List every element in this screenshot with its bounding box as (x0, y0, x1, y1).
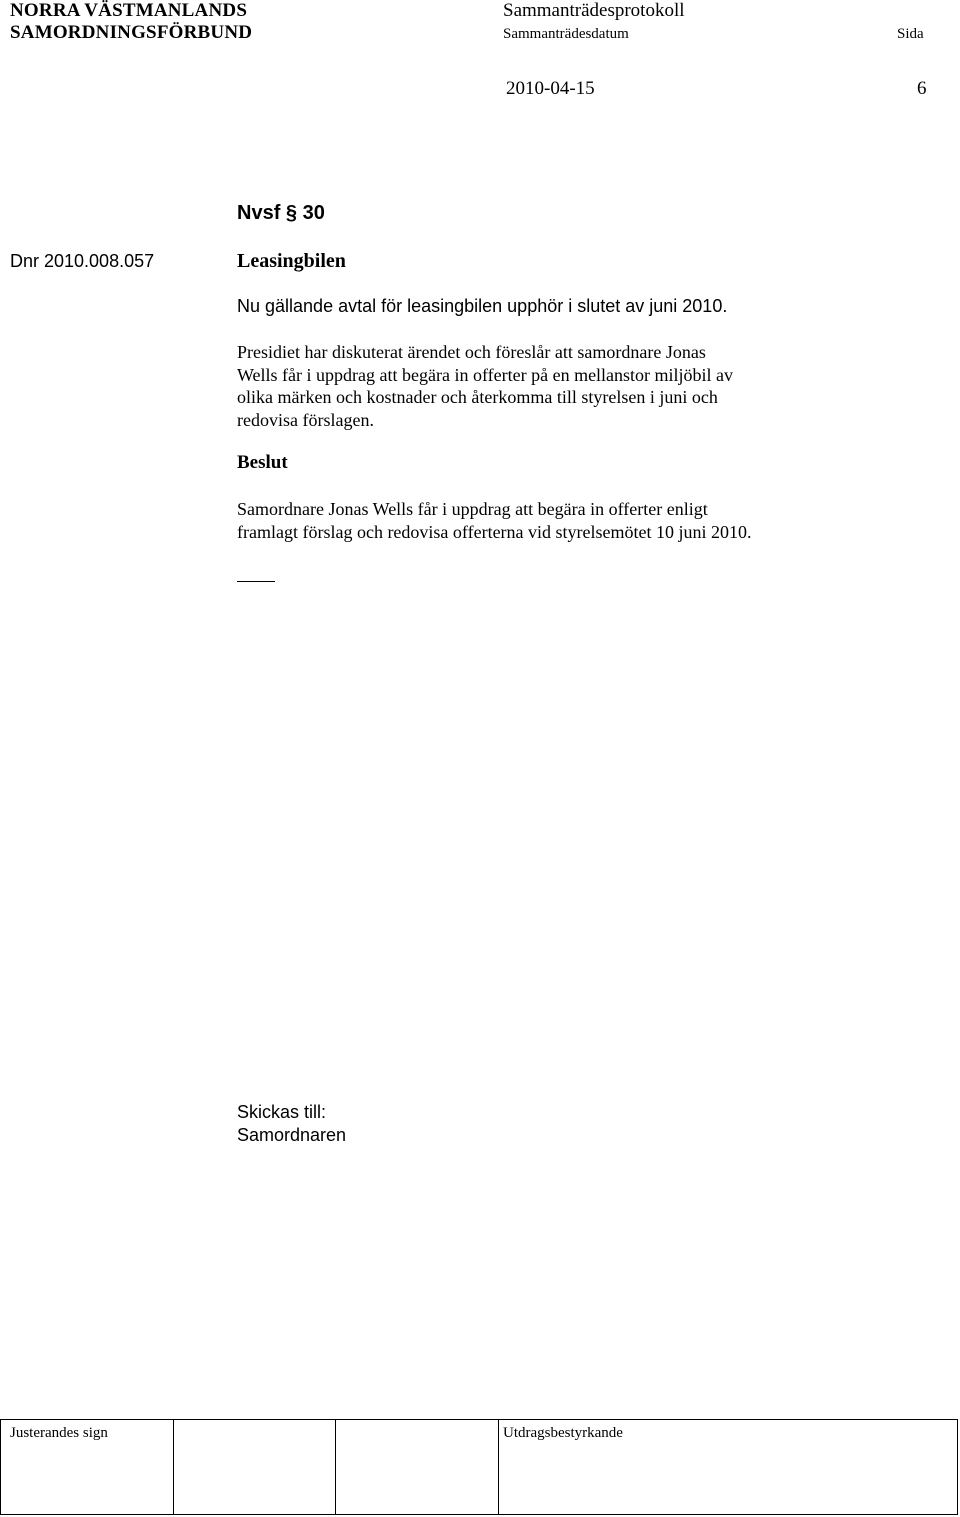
justerandes-sign-label: Justerandes sign (10, 1425, 108, 1441)
meeting-date: 2010-04-15 (506, 78, 595, 99)
presidiet-line: redovisa förslagen. (237, 409, 374, 430)
diary-number: Dnr 2010.008.057 (10, 251, 155, 271)
org-name-line2: SAMORDNINGSFÖRBUND (10, 22, 253, 43)
beslut-line: Samordnare Jonas Wells får i uppdrag att begära in offerter enligt (237, 499, 708, 519)
paragraph-number: Nvsf § 30 (237, 202, 325, 224)
signature-cell-divider (498, 1420, 499, 1514)
skickas-label: Skickas till: (237, 1102, 327, 1122)
org-name-line1: NORRA VÄSTMANLANDS (10, 0, 248, 21)
page-label: Sida (897, 26, 924, 42)
meeting-date-label: Sammanträdesdatum (503, 26, 629, 42)
section-end-rule (237, 581, 275, 582)
document-type: Sammanträdesprotokoll (503, 0, 685, 21)
utdragsbestyrkande-label: Utdragsbestyrkande (503, 1425, 623, 1441)
presidiet-line: Presidiet har diskuterat ärendet och föreslår att samordnare Jonas (237, 342, 706, 362)
signature-cell-divider (335, 1420, 336, 1514)
signature-cell-divider (173, 1420, 174, 1514)
beslut-line: framlagt förslag och redovisa offerterna vid styrelsemötet 10 juni 2010. (237, 521, 752, 542)
beslut-heading: Beslut (237, 452, 288, 473)
section-heading: Leasingbilen (237, 250, 346, 272)
presidiet-paragraph (237, 341, 937, 431)
presidiet-line: Wells får i uppdrag att begära in offerter på en mellanstor miljöbil av (237, 364, 734, 385)
beslut-paragraph (237, 498, 937, 543)
signature-table (0, 1419, 958, 1515)
page-number: 6 (917, 78, 927, 99)
presidiet-line: olika märken och kostnader och återkomma till styrelsen i juni och (237, 387, 718, 407)
skickas-recipient: Samordnaren (237, 1125, 347, 1145)
intro-text: Nu gällande avtal för leasingbilen upphör i slutet av juni 2010. (237, 296, 728, 316)
